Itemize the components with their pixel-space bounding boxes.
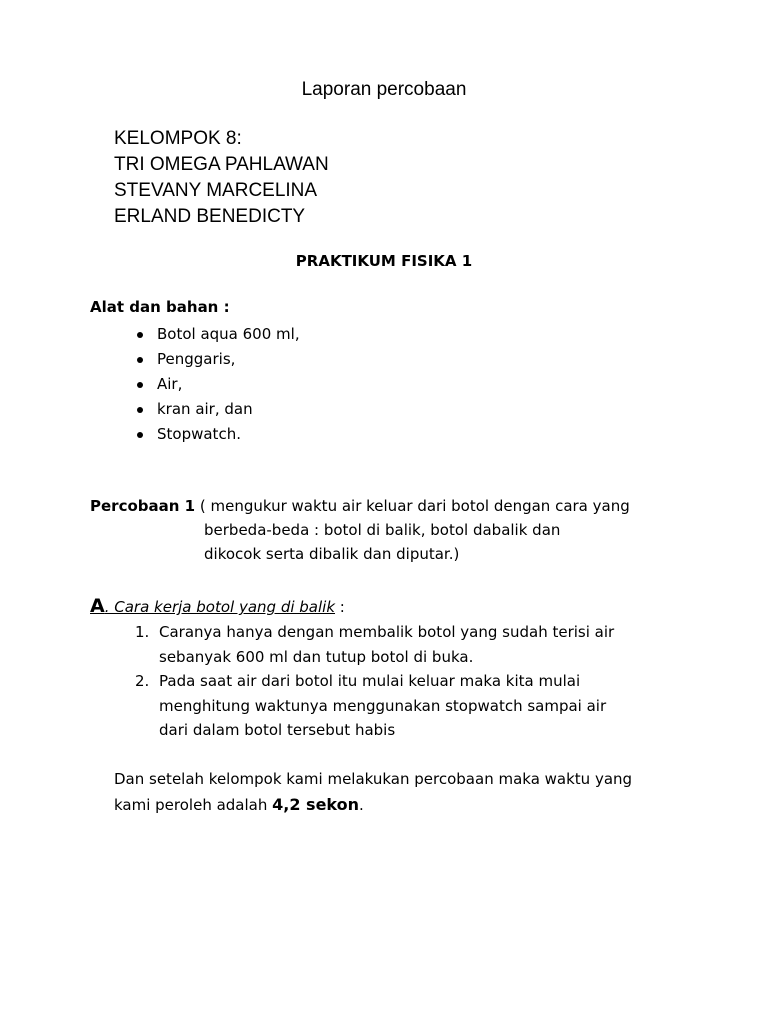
result-text: kami peroleh adalah <box>114 796 273 814</box>
bullet-icon <box>137 432 143 438</box>
experiment-first-line <box>90 494 630 518</box>
experiment-text: berbeda-beda : botol di balik, botol dabalik dan <box>204 521 561 539</box>
bullet-icon <box>137 407 143 413</box>
materials-label: Alat dan bahan : <box>90 298 230 316</box>
result-paragraph <box>114 766 632 818</box>
materials-item: kran air, dan <box>157 400 253 418</box>
materials-item: Penggaris, <box>157 350 236 368</box>
materials-item: Air, <box>157 375 183 393</box>
result-text: . <box>359 796 364 814</box>
experiment-text: ( mengukur waktu air keluar dari botol dengan cara yang <box>199 497 630 515</box>
step-text: Pada saat air dari botol itu mulai keluar maka kita mulai <box>159 672 581 690</box>
group-member: STEVANY MARCELINA <box>114 180 318 201</box>
practicum-heading: PRAKTIKUM FISIKA 1 <box>295 252 473 270</box>
list-item <box>135 347 300 372</box>
section-a-steps <box>135 620 614 743</box>
result-line-2 <box>114 792 632 818</box>
step-number: 2. <box>135 672 150 690</box>
materials-item: Botol aqua 600 ml, <box>157 325 300 343</box>
experiment-text: dikocok serta dibalik dan diputar.) <box>204 545 460 563</box>
section-a-label: . Cara kerja botol yang di balik <box>104 598 336 616</box>
experiment-label: Percobaan 1 <box>90 497 196 515</box>
list-item <box>135 422 300 447</box>
materials-item: Stopwatch. <box>157 425 241 443</box>
step-text: Caranya hanya dengan membalik botol yang sudah terisi air <box>159 623 615 641</box>
group-member: TRI OMEGA PAHLAWAN <box>114 154 329 175</box>
step-text: dari dalam botol tersebut habis <box>159 721 396 739</box>
section-a-suffix: : <box>335 598 345 616</box>
list-item <box>135 669 614 743</box>
group-label: KELOMPOK 8: <box>114 128 242 149</box>
bullet-icon <box>137 357 143 363</box>
list-item <box>135 372 300 397</box>
result-value: 4,2 sekon <box>272 795 360 814</box>
bullet-icon <box>137 382 143 388</box>
step-text: menghitung waktunya menggunakan stopwatch sampai air <box>159 696 607 715</box>
step-number: 1. <box>135 623 150 641</box>
list-item <box>135 322 300 347</box>
result-text: Dan setelah kelompok kami melakukan percobaan maka waktu yang <box>114 770 633 788</box>
experiment-block <box>90 494 630 566</box>
document-title: Laporan percobaan <box>301 79 467 100</box>
list-item <box>135 397 300 422</box>
group-member: ERLAND BENEDICTY <box>114 206 306 227</box>
materials-list <box>135 322 300 447</box>
section-a-letter: A <box>90 595 105 617</box>
step-text: sebanyak 600 ml dan tutup botol di buka. <box>159 647 474 666</box>
list-item <box>135 620 614 669</box>
group-block <box>114 126 329 230</box>
bullet-icon <box>137 332 143 338</box>
section-a-heading <box>90 594 345 619</box>
